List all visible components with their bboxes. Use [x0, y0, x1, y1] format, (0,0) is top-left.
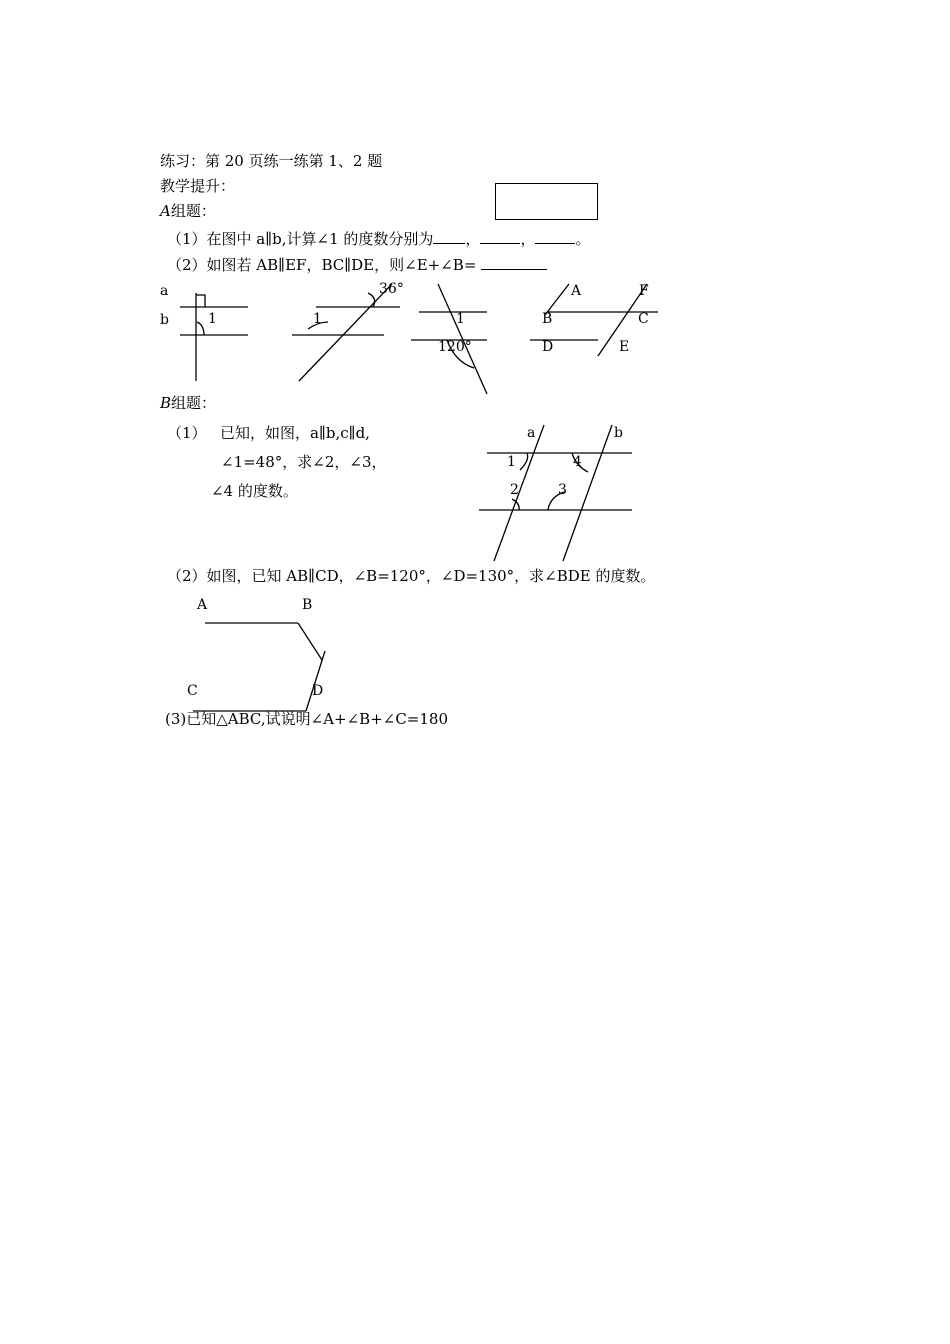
b-fig-label-3: 3 [558, 482, 567, 498]
fig4-label-E: E [619, 339, 630, 355]
improve-heading: 教学提升： [160, 177, 236, 195]
group-b-question-2: （2）如图，已知 AB∥CD，∠B=120°，∠D=130°，求∠BDE 的度数。 [167, 567, 656, 585]
q1-sep-1: ， [465, 230, 481, 248]
group-b-question-3: (3)已知△ABC,试说明∠A+∠B+∠C=180 [165, 710, 449, 728]
group-a-label: 组题： [170, 202, 216, 220]
fig3-label-1: 1 [456, 311, 465, 327]
q1-prefix: （1）在图中 a∥b,计算∠1 的度数分别为 [167, 230, 434, 248]
b-fig-label-b: b [614, 425, 623, 441]
group-b-q1-line2: ∠1=48°，求∠2，∠3， [221, 453, 387, 471]
fig1-label-a: a [160, 283, 169, 299]
b-fig-label-4: 4 [573, 454, 582, 470]
b2-label-B: B [302, 597, 313, 613]
b-fig-label-1: 1 [507, 454, 516, 470]
q2-prefix: （2）如图若 AB∥EF，BC∥DE，则∠E+∠B= [167, 256, 482, 274]
q1-sep-2: ， [520, 230, 536, 248]
b-fig-label-a: a [527, 425, 536, 441]
group-b-q1-line1: 已知，如图，a∥b,c∥d, [220, 424, 370, 442]
fig1-label-1: 1 [208, 311, 217, 327]
fig4-label-F: F [639, 283, 649, 299]
group-b-q1-line3: ∠4 的度数。 [211, 482, 298, 500]
fig1-label-b: b [160, 312, 169, 328]
fig4-label-B: B [542, 311, 553, 327]
group-a-letter: A [160, 202, 171, 220]
b2-label-C: C [187, 683, 198, 699]
b2-label-D: D [312, 683, 324, 699]
fig4-label-C: C [638, 311, 649, 327]
fig3-angle-label: 120° [438, 339, 472, 355]
fig2-angle-label: 36° [379, 281, 404, 297]
b-fig-label-2: 2 [510, 482, 519, 498]
group-b-q1-number: （1） [167, 424, 207, 442]
practice-line: 练习：第 20 页练一练第 1、2 题 [160, 152, 383, 170]
q1-end: 。 [575, 230, 591, 248]
fig2-label-1: 1 [313, 311, 322, 327]
fig4-label-D: D [542, 339, 554, 355]
b2-label-A: A [197, 597, 208, 613]
group-b-letter: B [160, 394, 172, 412]
fig4-label-A: A [571, 283, 582, 299]
group-b-label: 组题： [171, 394, 217, 412]
